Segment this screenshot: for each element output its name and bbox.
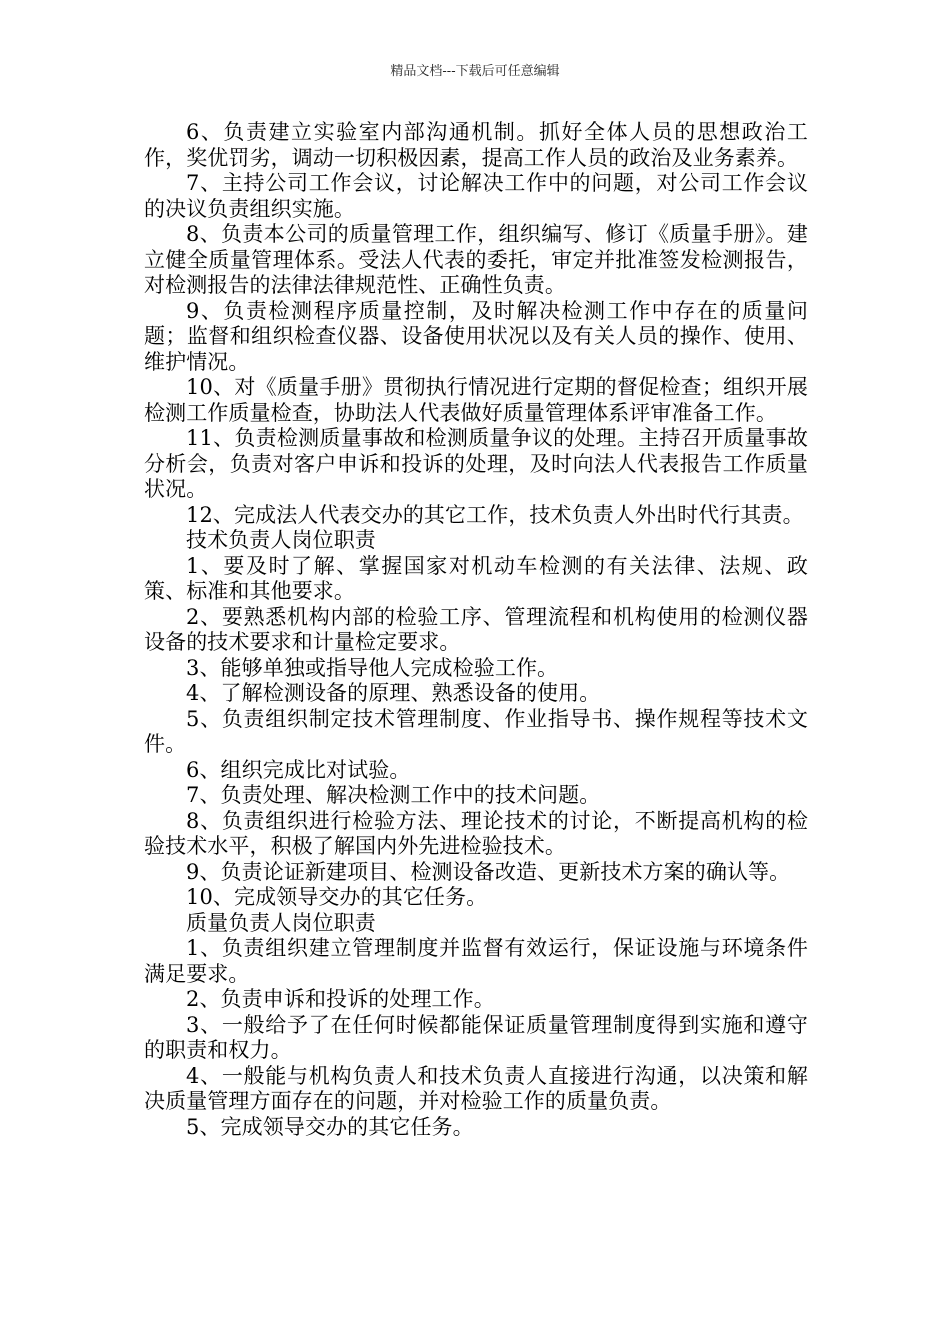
paragraph: 8、负责组织进行检验方法、理论技术的讨论，不断提高机构的检验技术水平，积极了解国内外先进检验技术。 <box>144 808 808 858</box>
paragraph: 5、负责组织制定技术管理制度、作业指导书、操作规程等技术文件。 <box>144 706 808 756</box>
paragraph: 2、负责申诉和投诉的处理工作。 <box>186 987 495 1011</box>
paragraph: 12、完成法人代表交办的其它工作，技术负责人外出时代行其责。 <box>186 502 804 527</box>
paragraph: 6、组织完成比对试验。 <box>186 757 411 782</box>
paragraph: 11、负责检测质量事故和检测质量争议的处理。主持召开质量事故分析会，负责对客户申诉和投诉的处理，及时向法人代表报告工作质量状况。 <box>144 426 808 501</box>
paragraph: 1、负责组织建立管理制度并监督有效运行，保证设施与环境条件满足要求。 <box>144 936 808 986</box>
paragraph: 5、完成领导交办的其它任务。 <box>186 1114 474 1139</box>
paragraph: 3、能够单独或指导他人完成检验工作。 <box>186 655 559 680</box>
page-header: 精品文档---下载后可任意编辑 <box>390 64 560 79</box>
paragraph: 3、一般给予了在任何时候都能保证质量管理制度得到实施和遵守的职责和权力。 <box>144 1012 808 1062</box>
paragraph: 9、负责检测程序质量控制，及时解决检测工作中存在的质量问题；监督和组织检查仪器、设备使用状况以及有关人员的操作、使用、维护情况。 <box>144 298 808 374</box>
paragraph: 4、了解检测设备的原理、熟悉设备的使用。 <box>186 681 601 705</box>
paragraph: 6、负责建立实验室内部沟通机制。抓好全体人员的思想政治工作，奖优罚劣，调动一切积极因素，提高工作人员的政治及业务素养。 <box>144 120 808 170</box>
document-body <box>144 120 808 1140</box>
section-heading: 技术负责人岗位职责 <box>186 528 376 552</box>
paragraph: 1、要及时了解、掌握国家对机动车检测的有关法律、法规、政策、标准和其他要求。 <box>144 553 808 603</box>
paragraph: 9、负责论证新建项目、检测设备改造、更新技术方案的确认等。 <box>186 859 791 884</box>
paragraph: 8、负责本公司的质量管理工作，组织编写、修订《质量手册》。建立健全质量管理体系。受法人代表的委托，审定并批准签发检测报告，对检测报告的法律法律规范性、正确性负责。 <box>144 222 808 297</box>
paragraph: 7、负责处理、解决检测工作中的技术问题。 <box>186 783 601 807</box>
paragraph: 4、一般能与机构负责人和技术负责人直接进行沟通，以决策和解决质量管理方面存在的问题，并对检验工作的质量负责。 <box>144 1063 808 1113</box>
paragraph: 7、主持公司工作会议，讨论解决工作中的问题，对公司工作会议的决议负责组织实施。 <box>144 171 808 221</box>
paragraph: 2、要熟悉机构内部的检验工序、管理流程和机构使用的检测仪器设备的技术要求和计量检定要求。 <box>144 604 808 654</box>
paragraph: 10、对《质量手册》贯彻执行情况进行定期的督促检查；组织开展检测工作质量检查，协助法人代表做好质量管理体系评审准备工作。 <box>144 375 808 425</box>
section-heading: 质量负责人岗位职责 <box>186 910 376 935</box>
paragraph: 10、完成领导交办的其它任务。 <box>186 885 488 909</box>
